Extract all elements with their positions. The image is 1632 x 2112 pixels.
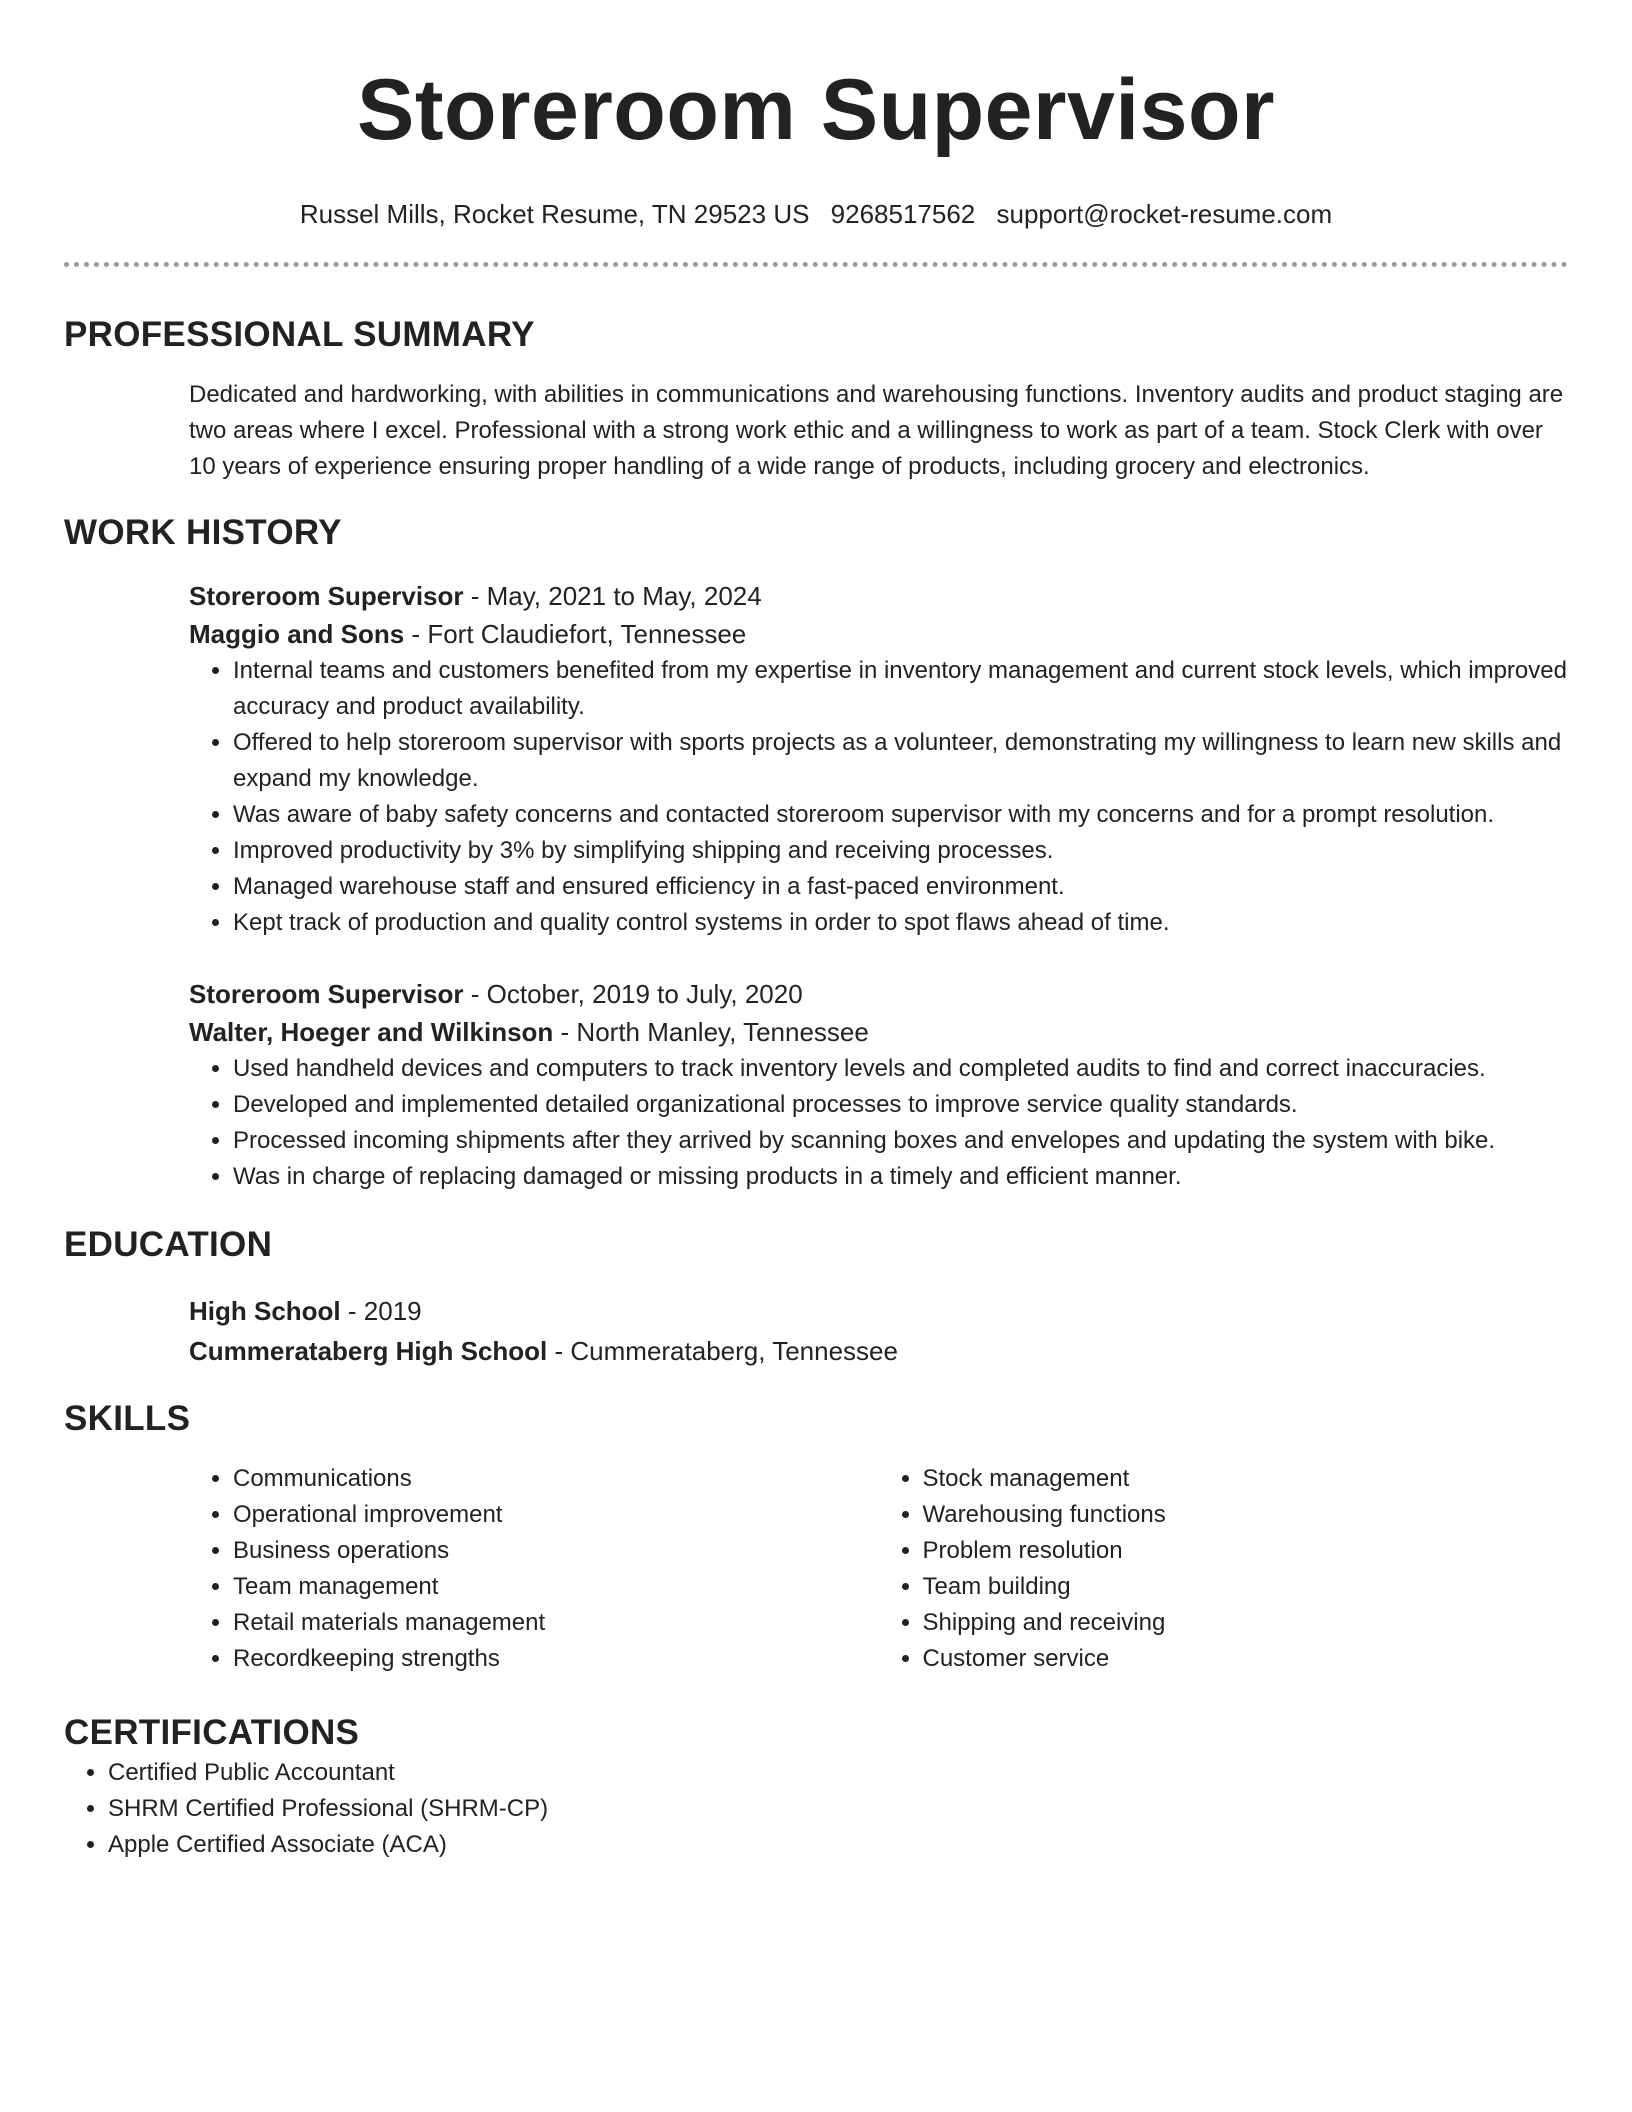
skills-heading: SKILLS bbox=[64, 1399, 191, 1438]
summary-heading: PROFESSIONAL SUMMARY bbox=[64, 315, 535, 354]
skill-item: • Communications bbox=[233, 1461, 879, 1497]
candidate-name: Storeroom Supervisor bbox=[357, 62, 1275, 158]
skill-item: • Stock management bbox=[923, 1461, 1569, 1497]
list-item: • Processed incoming shipments after they arrived by scanning boxes and envelopes and updating the system with bike. bbox=[233, 1123, 1623, 1159]
education-entry bbox=[189, 1291, 1568, 1371]
job-entry bbox=[189, 975, 1568, 1195]
education-heading: EDUCATION bbox=[64, 1225, 273, 1264]
skills-column-left bbox=[189, 1461, 879, 1677]
job-entry bbox=[189, 577, 1568, 941]
certification-item: • Certified Public Accountant bbox=[108, 1755, 1568, 1791]
education-degree-line bbox=[189, 1291, 1568, 1331]
work-history-section bbox=[64, 511, 1568, 1195]
job-role: Storeroom Supervisor bbox=[189, 979, 464, 1009]
job-location: - North Manley, Tennessee bbox=[553, 1017, 869, 1047]
list-item: • Used handheld devices and computers to track inventory levels and completed audits to find and correct inaccuracies. bbox=[233, 1051, 1623, 1087]
skill-item: • Operational improvement bbox=[233, 1497, 879, 1533]
list-item: • Developed and implemented detailed organizational processes to improve service quality standards. bbox=[233, 1087, 1623, 1123]
job-company: Walter, Hoeger and Wilkinson bbox=[189, 1017, 554, 1047]
job-role: Storeroom Supervisor bbox=[189, 581, 464, 611]
header-divider bbox=[64, 262, 1568, 267]
education-school: Cummerataberg High School bbox=[189, 1336, 548, 1366]
list-item: • Internal teams and customers benefited from my expertise in inventory management and current stock levels, which improved accuracy and product availability. bbox=[233, 653, 1623, 725]
job-company: Maggio and Sons bbox=[189, 619, 405, 649]
list-item: • Managed warehouse staff and ensured efficiency in a fast-paced environment. bbox=[233, 869, 1623, 905]
education-section bbox=[64, 1223, 1568, 1371]
skill-item: • Team building bbox=[923, 1569, 1569, 1605]
job-company-line bbox=[189, 615, 1568, 653]
contact-email: support@rocket-resume.com bbox=[996, 199, 1333, 229]
certifications-heading: CERTIFICATIONS bbox=[64, 1713, 360, 1752]
job-dates: - October, 2019 to July, 2020 bbox=[463, 979, 803, 1009]
skill-item: • Customer service bbox=[923, 1641, 1569, 1677]
certification-item: • SHRM Certified Professional (SHRM-CP) bbox=[108, 1791, 1568, 1827]
skill-item: • Problem resolution bbox=[923, 1533, 1569, 1569]
summary-section bbox=[64, 313, 1568, 485]
certifications-section bbox=[64, 1711, 1568, 1863]
summary-text: Dedicated and hardworking, with abilities in communications and warehousing functions. Inventory audits and product staging are two areas where I excel. Professional with a strong work ethic and a willingness to work as part of a team. Stock Clerk with over 10 years of experience ensuring proper handling of a wide range of products, including grocery and electronics. bbox=[189, 381, 1564, 480]
contact-phone: 9268517562 bbox=[830, 199, 976, 229]
skills-column-right bbox=[879, 1461, 1569, 1677]
list-item: • Kept track of production and quality control systems in order to spot flaws ahead of time. bbox=[233, 905, 1623, 941]
skill-item: • Shipping and receiving bbox=[923, 1605, 1569, 1641]
certification-item: • Apple Certified Associate (ACA) bbox=[108, 1827, 1568, 1863]
resume-page bbox=[64, 0, 1568, 1863]
job-duties-list bbox=[189, 653, 1623, 941]
job-dates: - May, 2021 to May, 2024 bbox=[463, 581, 762, 611]
education-degree: High School bbox=[189, 1296, 341, 1326]
skill-item: • Business operations bbox=[233, 1533, 879, 1569]
education-location: - Cummerataberg, Tennessee bbox=[547, 1336, 898, 1366]
certifications-list bbox=[64, 1755, 1568, 1863]
skill-item: • Recordkeeping strengths bbox=[233, 1641, 879, 1677]
job-location: - Fort Claudiefort, Tennessee bbox=[404, 619, 747, 649]
skill-item: • Team management bbox=[233, 1569, 879, 1605]
skills-grid bbox=[189, 1461, 1568, 1677]
job-title-line bbox=[189, 975, 1568, 1013]
skill-item: • Warehousing functions bbox=[923, 1497, 1569, 1533]
list-item: • Was aware of baby safety concerns and contacted storeroom supervisor with my concerns and for a prompt resolution. bbox=[233, 797, 1623, 833]
job-duties-list bbox=[189, 1051, 1623, 1195]
contact-address: Russel Mills, Rocket Resume, TN 29523 US bbox=[299, 199, 810, 229]
contact-line bbox=[64, 198, 1568, 230]
job-title-line bbox=[189, 577, 1568, 615]
work-history-heading: WORK HISTORY bbox=[64, 513, 342, 552]
list-item: • Was in charge of replacing damaged or missing products in a timely and efficient manner. bbox=[233, 1159, 1623, 1195]
list-item: • Improved productivity by 3% by simplifying shipping and receiving processes. bbox=[233, 833, 1623, 869]
education-year: - 2019 bbox=[340, 1296, 422, 1326]
skills-section bbox=[64, 1397, 1568, 1677]
list-item: • Offered to help storeroom supervisor with sports projects as a volunteer, demonstrating my willingness to learn new skills and expand my knowledge. bbox=[233, 725, 1623, 797]
education-school-line bbox=[189, 1331, 1568, 1371]
job-company-line bbox=[189, 1013, 1568, 1051]
skill-item: • Retail materials management bbox=[233, 1605, 879, 1641]
